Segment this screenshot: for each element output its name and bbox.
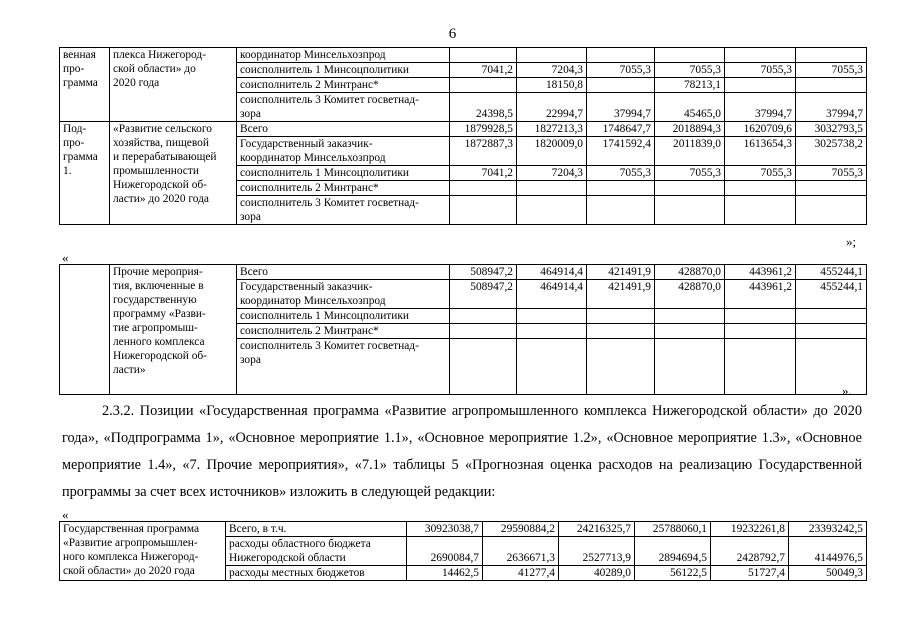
value-cell bbox=[796, 309, 867, 324]
value-cell: 464914,4 bbox=[517, 280, 587, 309]
value-cell: 7041,2 bbox=[450, 166, 517, 181]
value-cell: 56122,5 bbox=[635, 566, 711, 581]
value-cell: 1620709,6 bbox=[725, 122, 796, 137]
value-cell bbox=[450, 309, 517, 324]
executor-cell: соисполнитель 1 Минсоцполитики bbox=[237, 63, 450, 78]
value-cell: 443961,2 bbox=[725, 265, 796, 280]
value-cell bbox=[725, 196, 796, 225]
value-cell: 455244,1 bbox=[796, 280, 867, 309]
value-cell: 4144976,5 bbox=[789, 537, 867, 566]
value-cell: 51727,4 bbox=[711, 566, 789, 581]
value-cell: 41277,4 bbox=[483, 566, 559, 581]
value-cell bbox=[655, 324, 725, 339]
value-cell: 428870,0 bbox=[655, 280, 725, 309]
value-cell: 7055,3 bbox=[796, 166, 867, 181]
value-cell bbox=[450, 339, 517, 395]
executor-cell: соисполнитель 3 Комитет госветнад- зора bbox=[237, 196, 450, 225]
value-cell: 455244,1 bbox=[796, 265, 867, 280]
value-cell: 7055,3 bbox=[587, 166, 655, 181]
program-name-line: ской области» до bbox=[113, 63, 196, 75]
value-cell bbox=[517, 48, 587, 63]
value-cell bbox=[725, 309, 796, 324]
program-type-cell bbox=[60, 48, 110, 122]
value-cell: 19232261,8 bbox=[711, 522, 789, 537]
executor-cell: Государственный заказчик- координатор Минсельхозпрод bbox=[237, 137, 450, 166]
value-cell: 24216325,7 bbox=[559, 522, 635, 537]
value-cell: 1820009,0 bbox=[517, 137, 587, 166]
value-cell: 37994,7 bbox=[796, 93, 867, 122]
value-cell: 23393242,5 bbox=[789, 522, 867, 537]
value-cell: 24398,5 bbox=[450, 93, 517, 122]
value-cell bbox=[796, 181, 867, 196]
value-cell: 1827213,3 bbox=[517, 122, 587, 137]
value-cell: 464914,4 bbox=[517, 265, 587, 280]
executor-cell: Всего bbox=[237, 265, 450, 280]
value-cell bbox=[796, 324, 867, 339]
value-cell: 1613654,3 bbox=[725, 137, 796, 166]
value-cell bbox=[587, 48, 655, 63]
value-cell bbox=[517, 196, 587, 225]
table-row bbox=[60, 522, 867, 537]
program-name-line: 2020 года bbox=[113, 77, 160, 89]
value-cell bbox=[517, 339, 587, 395]
value-cell: 428870,0 bbox=[655, 265, 725, 280]
value-cell: 1741592,4 bbox=[587, 137, 655, 166]
value-cell: 18150,8 bbox=[517, 78, 587, 93]
executor-cell: координатор Минсельхозпрод bbox=[237, 48, 450, 63]
value-cell bbox=[655, 48, 725, 63]
closing-quote-1: »; bbox=[846, 234, 857, 249]
executor-cell: Государственный заказчик- координатор Минсельхозпрод bbox=[237, 280, 450, 309]
value-cell: 7041,2 bbox=[450, 63, 517, 78]
value-cell bbox=[517, 181, 587, 196]
value-cell bbox=[655, 181, 725, 196]
value-cell: 7055,3 bbox=[655, 166, 725, 181]
value-cell: 40289,0 bbox=[559, 566, 635, 581]
value-cell: 508947,2 bbox=[450, 265, 517, 280]
program-name-line: плекса Нижегород- bbox=[113, 49, 207, 61]
value-cell: 421491,9 bbox=[587, 280, 655, 309]
program-type-line: венная bbox=[63, 49, 96, 61]
value-cell bbox=[725, 339, 796, 395]
value-cell: 37994,7 bbox=[725, 93, 796, 122]
value-cell: 3025738,2 bbox=[796, 137, 867, 166]
value-cell: 2527713,9 bbox=[559, 537, 635, 566]
executor-cell: соисполнитель 2 Минтранс* bbox=[237, 78, 450, 93]
value-cell: 2690084,7 bbox=[407, 537, 483, 566]
value-cell bbox=[450, 196, 517, 225]
value-cell bbox=[517, 309, 587, 324]
expenses-table-1 bbox=[59, 47, 867, 225]
value-cell bbox=[587, 339, 655, 395]
value-cell: 50049,3 bbox=[789, 566, 867, 581]
executor-cell: соисполнитель 2 Минтранс* bbox=[237, 324, 450, 339]
value-cell bbox=[796, 78, 867, 93]
opening-quote-2: « bbox=[62, 250, 69, 265]
value-cell: 7055,3 bbox=[796, 63, 867, 78]
value-cell bbox=[587, 309, 655, 324]
value-cell bbox=[796, 48, 867, 63]
program-name-cell: Государственная программа «Развитие агропромышлен- ного комплекса Нижегород- ской области» до 2020 года bbox=[60, 522, 226, 581]
table-row bbox=[60, 48, 867, 63]
value-cell: 7055,3 bbox=[587, 63, 655, 78]
value-cell bbox=[587, 324, 655, 339]
program-name-cell: Прочие мероприя- тия, включенные в государственную программу «Разви- тие агропромыш- ленного комплекса Нижегородской об- ласти» bbox=[110, 265, 237, 395]
value-cell bbox=[725, 324, 796, 339]
value-cell: 25788060,1 bbox=[635, 522, 711, 537]
value-cell: 29590884,2 bbox=[483, 522, 559, 537]
amendment-paragraph: 2.3.2. Позиции «Государственная программа «Развитие агропромышленного комплекса Нижегородской области» до 2020 года», «Подпрограмма 1», «Основное мероприятие 1.1», «Основное мероприятие 1.2», «Основное мероприятие 1.3», «Основное мероприятие 1.4», «7. Прочие мероприятия», «7.1» таблицы 5 «Прогнозная оценка расходов на реализацию Государственной программы за счет всех источников» изложить в следующей редакции: bbox=[62, 403, 862, 500]
program-type-cell: Под- про- грамма 1. bbox=[60, 122, 110, 225]
value-cell: 14462,5 bbox=[407, 566, 483, 581]
opening-quote-3: « bbox=[62, 507, 69, 522]
value-cell: 443961,2 bbox=[725, 280, 796, 309]
value-cell: 37994,7 bbox=[587, 93, 655, 122]
value-cell: 2018894,3 bbox=[655, 122, 725, 137]
value-cell: 30923038,7 bbox=[407, 522, 483, 537]
executor-cell: соисполнитель 3 Комитет госветнад- зора bbox=[237, 93, 450, 122]
value-cell: 7055,3 bbox=[725, 63, 796, 78]
program-type-line: грамма bbox=[63, 77, 98, 89]
executor-cell: соисполнитель 3 Комитет госветнад- зора bbox=[237, 339, 450, 395]
executor-cell: Всего bbox=[237, 122, 450, 137]
value-cell: 1872887,3 bbox=[450, 137, 517, 166]
value-cell: 1879928,5 bbox=[450, 122, 517, 137]
executor-cell: соисполнитель 1 Минсоцполитики bbox=[237, 309, 450, 324]
expense-type-cell: Всего, в т.ч. bbox=[226, 522, 407, 537]
value-cell: 2428792,7 bbox=[711, 537, 789, 566]
value-cell: 3032793,5 bbox=[796, 122, 867, 137]
value-cell bbox=[796, 196, 867, 225]
value-cell: 2636671,3 bbox=[483, 537, 559, 566]
value-cell bbox=[796, 339, 867, 395]
closing-quote-2: ». bbox=[842, 383, 852, 398]
value-cell: 78213,1 bbox=[655, 78, 725, 93]
executor-cell: соисполнитель 1 Минсоцполитики bbox=[237, 166, 450, 181]
executor-cell: соисполнитель 2 Минтранс* bbox=[237, 181, 450, 196]
expenses-table-2 bbox=[59, 264, 867, 395]
value-cell bbox=[655, 309, 725, 324]
value-cell: 2894694,5 bbox=[635, 537, 711, 566]
expense-type-cell: расходы областного бюджета Нижегородской области bbox=[226, 537, 407, 566]
value-cell: 7204,3 bbox=[517, 63, 587, 78]
table-row bbox=[60, 122, 867, 137]
page-number: 6 bbox=[448, 26, 457, 42]
expenses-table-3 bbox=[59, 521, 867, 581]
value-cell bbox=[450, 324, 517, 339]
value-cell bbox=[725, 181, 796, 196]
value-cell bbox=[655, 196, 725, 225]
value-cell bbox=[587, 196, 655, 225]
value-cell bbox=[655, 339, 725, 395]
empty-cell bbox=[60, 265, 110, 395]
value-cell: 22994,7 bbox=[517, 93, 587, 122]
expense-type-cell: расходы местных бюджетов bbox=[226, 566, 407, 581]
value-cell: 421491,9 bbox=[587, 265, 655, 280]
value-cell: 7204,3 bbox=[517, 166, 587, 181]
value-cell: 508947,2 bbox=[450, 280, 517, 309]
value-cell bbox=[725, 78, 796, 93]
value-cell: 2011839,0 bbox=[655, 137, 725, 166]
value-cell bbox=[587, 78, 655, 93]
value-cell: 7055,3 bbox=[655, 63, 725, 78]
table-row bbox=[60, 265, 867, 280]
value-cell bbox=[450, 48, 517, 63]
value-cell bbox=[725, 48, 796, 63]
value-cell: 7055,3 bbox=[725, 166, 796, 181]
value-cell bbox=[517, 324, 587, 339]
value-cell bbox=[587, 181, 655, 196]
program-type-line: про- bbox=[63, 63, 85, 75]
value-cell: 45465,0 bbox=[655, 93, 725, 122]
value-cell bbox=[450, 78, 517, 93]
value-cell bbox=[450, 181, 517, 196]
program-name-cell bbox=[110, 48, 237, 122]
program-name-cell: «Развитие сельского хозяйства, пищевой и перерабатывающей промышленности Нижегородской об- ласти» до 2020 года bbox=[110, 122, 237, 225]
value-cell: 1748647,7 bbox=[587, 122, 655, 137]
